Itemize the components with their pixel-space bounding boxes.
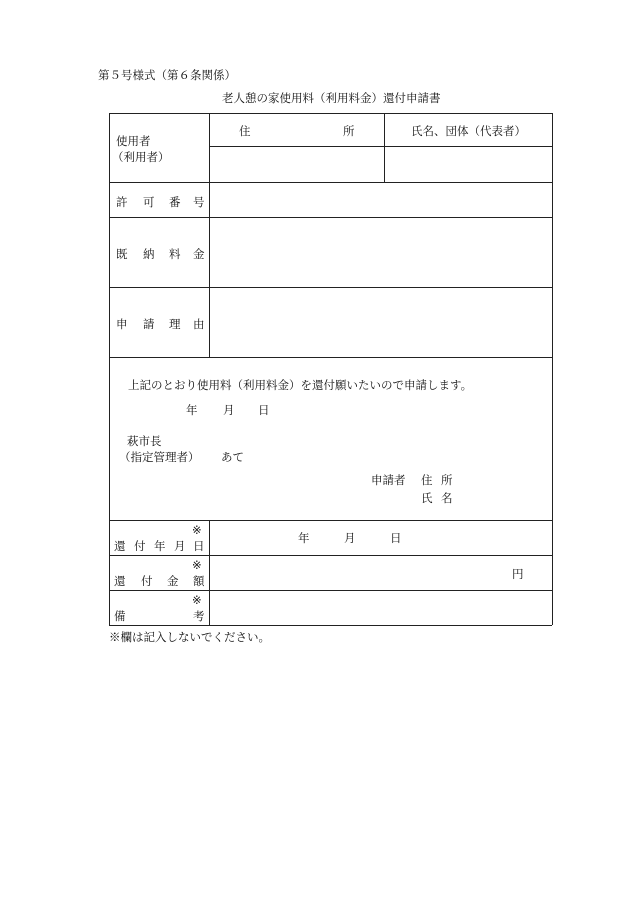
refund-month: 月 [344,531,356,545]
refund-date-label-3: 年 [154,539,166,553]
permit-label-2: 可 [143,195,155,209]
address-header-a: 住 [239,124,251,138]
form-number: 第５号様式（第６条関係） [98,68,236,82]
statement-year: 年 [186,403,198,417]
remarks-label-a: 備 [114,609,126,623]
footnote: ※欄は記入しないでください。 [109,630,270,644]
remarks-label-b: 考 [193,609,205,623]
applicant-label: 申請者 [371,473,406,487]
reason-label-2: 請 [143,317,155,331]
refund-date-label-5: 日 [193,539,205,553]
user-label-sub: （利用者） [112,150,170,164]
refund-amount-label-1: 還 [114,574,126,588]
paid-label-3: 料 [169,247,181,261]
reason-label-3: 理 [169,317,181,331]
office-mark-3: ※ [192,593,202,607]
paid-fee-field[interactable] [214,222,547,282]
applicant-address-a: 住 [421,473,433,487]
reason-field[interactable] [214,292,547,352]
user-label: 使用者 [116,134,151,148]
refund-date-label-1: 還 [114,539,126,553]
permit-label-4: 号 [193,195,205,209]
name-header: 氏名、団体（代表者） [411,124,526,138]
paid-label-1: 既 [116,247,128,261]
refund-day: 日 [390,531,402,545]
recipient-designated: （指定管理者） [119,450,200,464]
permit-label-1: 許 [116,195,128,209]
yen-unit: 円 [512,567,524,581]
statement-text: 上記のとおり使用料（利用料金）を還付願いたいので申請します。 [128,378,473,392]
form-title: 老人憩の家使用料（利用料金）還付申請書 [222,91,441,105]
recipient-name: 萩市長 [127,434,162,448]
office-mark-1: ※ [192,523,202,537]
applicant-address-b: 所 [441,473,453,487]
permit-number-field[interactable] [214,188,547,212]
refund-year: 年 [298,531,310,545]
address-field[interactable] [214,155,378,177]
permit-label-3: 番 [169,195,181,209]
refund-date-label-2: 付 [134,539,146,553]
office-mark-2: ※ [192,558,202,572]
refund-date-label-4: 月 [174,539,186,553]
refund-amount-label-2: 付 [141,574,153,588]
paid-label-2: 納 [143,247,155,261]
statement-day: 日 [258,403,270,417]
name-field[interactable] [389,155,547,177]
statement-month: 月 [223,403,235,417]
refund-amount-label-4: 額 [193,574,205,588]
paid-label-4: 金 [193,247,205,261]
recipient-suffix: あて [221,450,244,464]
reason-label-1: 申 [116,317,128,331]
refund-amount-label-3: 金 [167,574,179,588]
reason-label-4: 由 [193,317,205,331]
applicant-name-a: 氏 [421,491,433,505]
address-header-b: 所 [343,124,355,138]
applicant-name-b: 名 [441,491,453,505]
